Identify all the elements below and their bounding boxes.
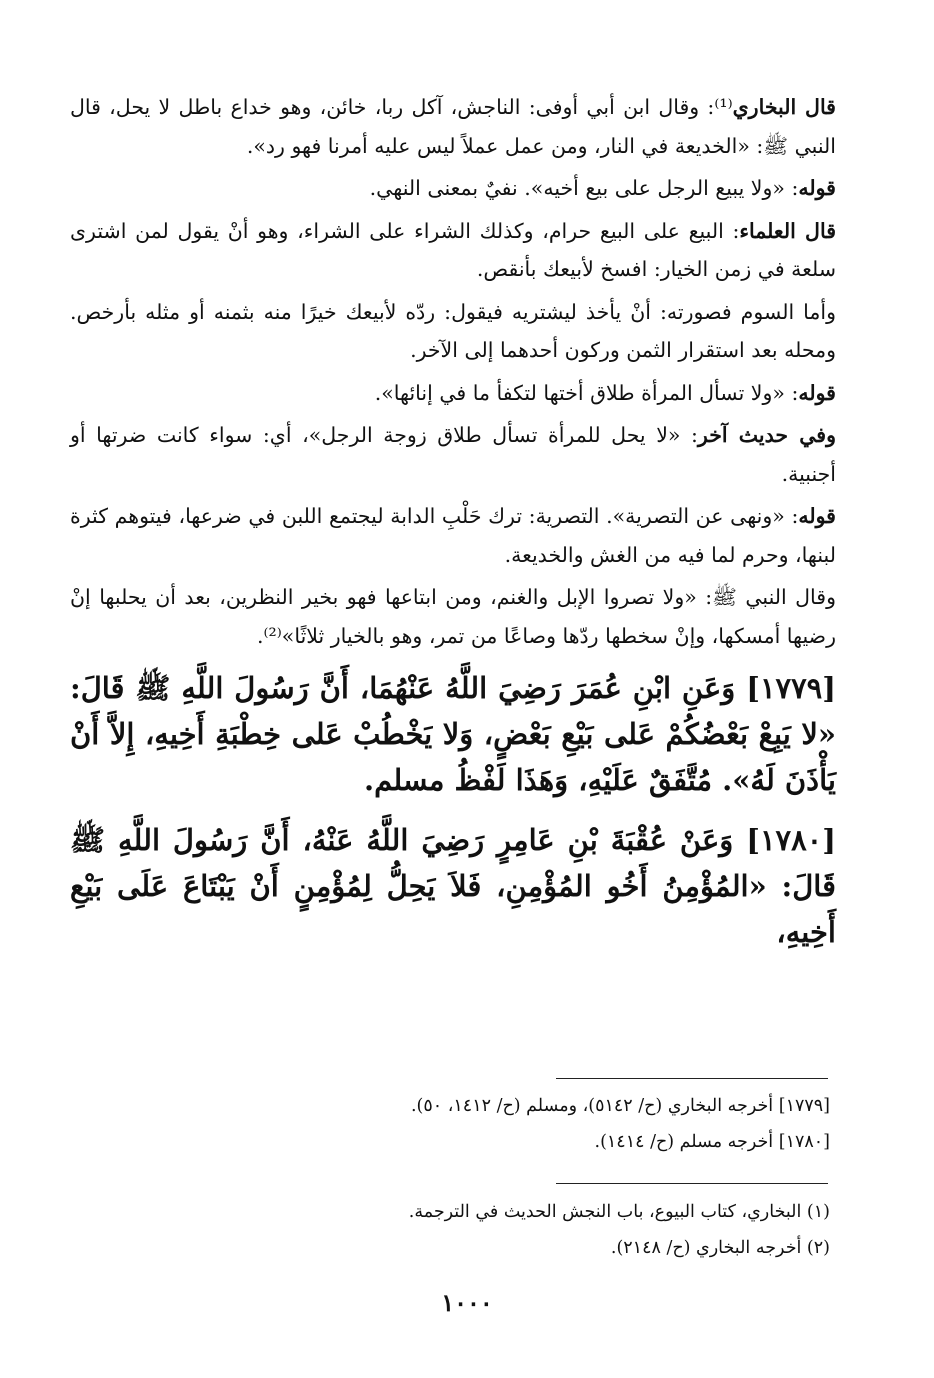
main-text (70, 88, 836, 955)
paragraph (70, 374, 836, 413)
paragraph (70, 293, 836, 370)
paragraph-lead: قوله (798, 504, 836, 528)
paragraph (70, 169, 836, 208)
page-number: ١٠٠٠ (441, 1288, 493, 1317)
takhrij-divider (556, 1078, 828, 1079)
paragraph (70, 578, 836, 655)
paragraph-text: وقال النبي ﷺ: «ولا تصروا الإبل والغنم، ومن ابتاعها فهو بخير النظرين، بعد أن يحلبها إنْ رضيها أمسكها، وإنْ سخطها ردّها وصاعًا من تمر، وهو بالخيار ثلاثًا»⁽²⁾. (70, 585, 836, 648)
takhrij-note: [١٧٧٩] أخرجه البخاري (ح/ ٥١٤٢)، ومسلم (ح/ ١٤١٢، ٥٠). (410, 1096, 830, 1116)
paragraph (70, 497, 836, 574)
paragraph-text: : البيع على البيع حرام، وكذلك الشراء على الشراء، وهو أنْ يقول لمن اشترى سلعة في زمن الخيار: افسخ لأبيعك بأنقص. (70, 218, 836, 281)
footnotes (270, 1194, 830, 1266)
paragraph-lead: وفي حديث آخر (697, 423, 836, 447)
takhrij-notes (270, 1088, 830, 1160)
paragraph-text: : «ونهى عن التصرية». التصرية: ترك حَلْبِ الدابة ليجتمع اللبن في ضرعها، فيتوهم كثرة لبنها، وحرم لما فيه من الغش والخديعة. (70, 504, 836, 567)
paragraph-text: وأما السوم فصورته: أنْ يأخذ ليشتريه فيقول: ردّه لأبيعك خيرًا منه بثمنه أو مثله بأرخص. ومحله بعد استقرار الثمن وركون أحدهما إلى الآخر. (70, 299, 836, 362)
paragraph-text: : «ولا تسأل المرأة طلاق أختها لتكفأ ما في إنائها». (374, 380, 799, 405)
paragraph-text: ⁽¹⁾: وقال ابن أبي أوفى: الناجش، آكل ربا، خائن، وهو خداع باطل لا يحل، قال النبي ﷺ: «الخديعة في النار، ومن عمل عملاً ليس عليه أمرنا فهو رد». (70, 95, 836, 158)
footnote: (٢) أخرجه البخاري (ح/ ٢١٤٨). (610, 1238, 830, 1258)
paragraph-text: : «لا يحل للمرأة تسأل طلاق زوجة الرجل»، أي: سواء كانت ضرتها أو أجنبية. (70, 423, 836, 486)
paragraph (70, 88, 836, 165)
paragraph (70, 212, 836, 289)
hadith-1780: [١٧٨٠] وَعَنْ عُقْبَةَ بْنِ عَامِرٍ رَضِيَ اللَّهُ عَنْهُ، أَنَّ رَسُولَ اللَّهِ ﷺ قَالَ: «المُؤْمِنُ أَخُو المُؤْمِنِ، فَلاَ يَحِلُّ لِمُؤْمِنٍ أَنْ يَبْتَاعَ عَلَى بَيْعِ أَخِيهِ، (70, 823, 836, 949)
takhrij-note: [١٧٨٠] أخرجه مسلم (ح/ ١٤١٤). (594, 1132, 830, 1152)
footnote-divider (556, 1183, 828, 1184)
paragraph-lead: قال العلماء (739, 218, 836, 243)
paragraph-lead: قال البخاري (732, 95, 836, 119)
paragraph-lead: قوله (798, 380, 836, 405)
hadith-1779: [١٧٧٩] وَعَنِ ابْنِ عُمَرَ رَضِيَ اللَّهُ عَنْهُمَا، أَنَّ رَسُولَ اللَّهِ ﷺ قَالَ: «لا يَبِعْ بَعْضُكُمْ عَلى بَيْعِ بَعْضٍ، وَلا يَخْطُبْ عَلى خِطْبَةِ أَخِيهِ، إِلاَّ أَنْ يَأْذَنَ لَهُ». مُتَّفَقٌ عَلَيْهِ، وَهَذَا لَفْظُ مسلم. (70, 671, 836, 797)
paragraph-text: : «ولا يبيع الرجل على بيع أخيه». نفيٌ بمعنى النهي. (369, 176, 799, 200)
footnote: (١) البخاري، كتاب البيوع، باب النجش الحديث في الترجمة. (408, 1202, 830, 1222)
paragraph-lead: قوله (798, 176, 836, 200)
paragraph (70, 416, 836, 493)
